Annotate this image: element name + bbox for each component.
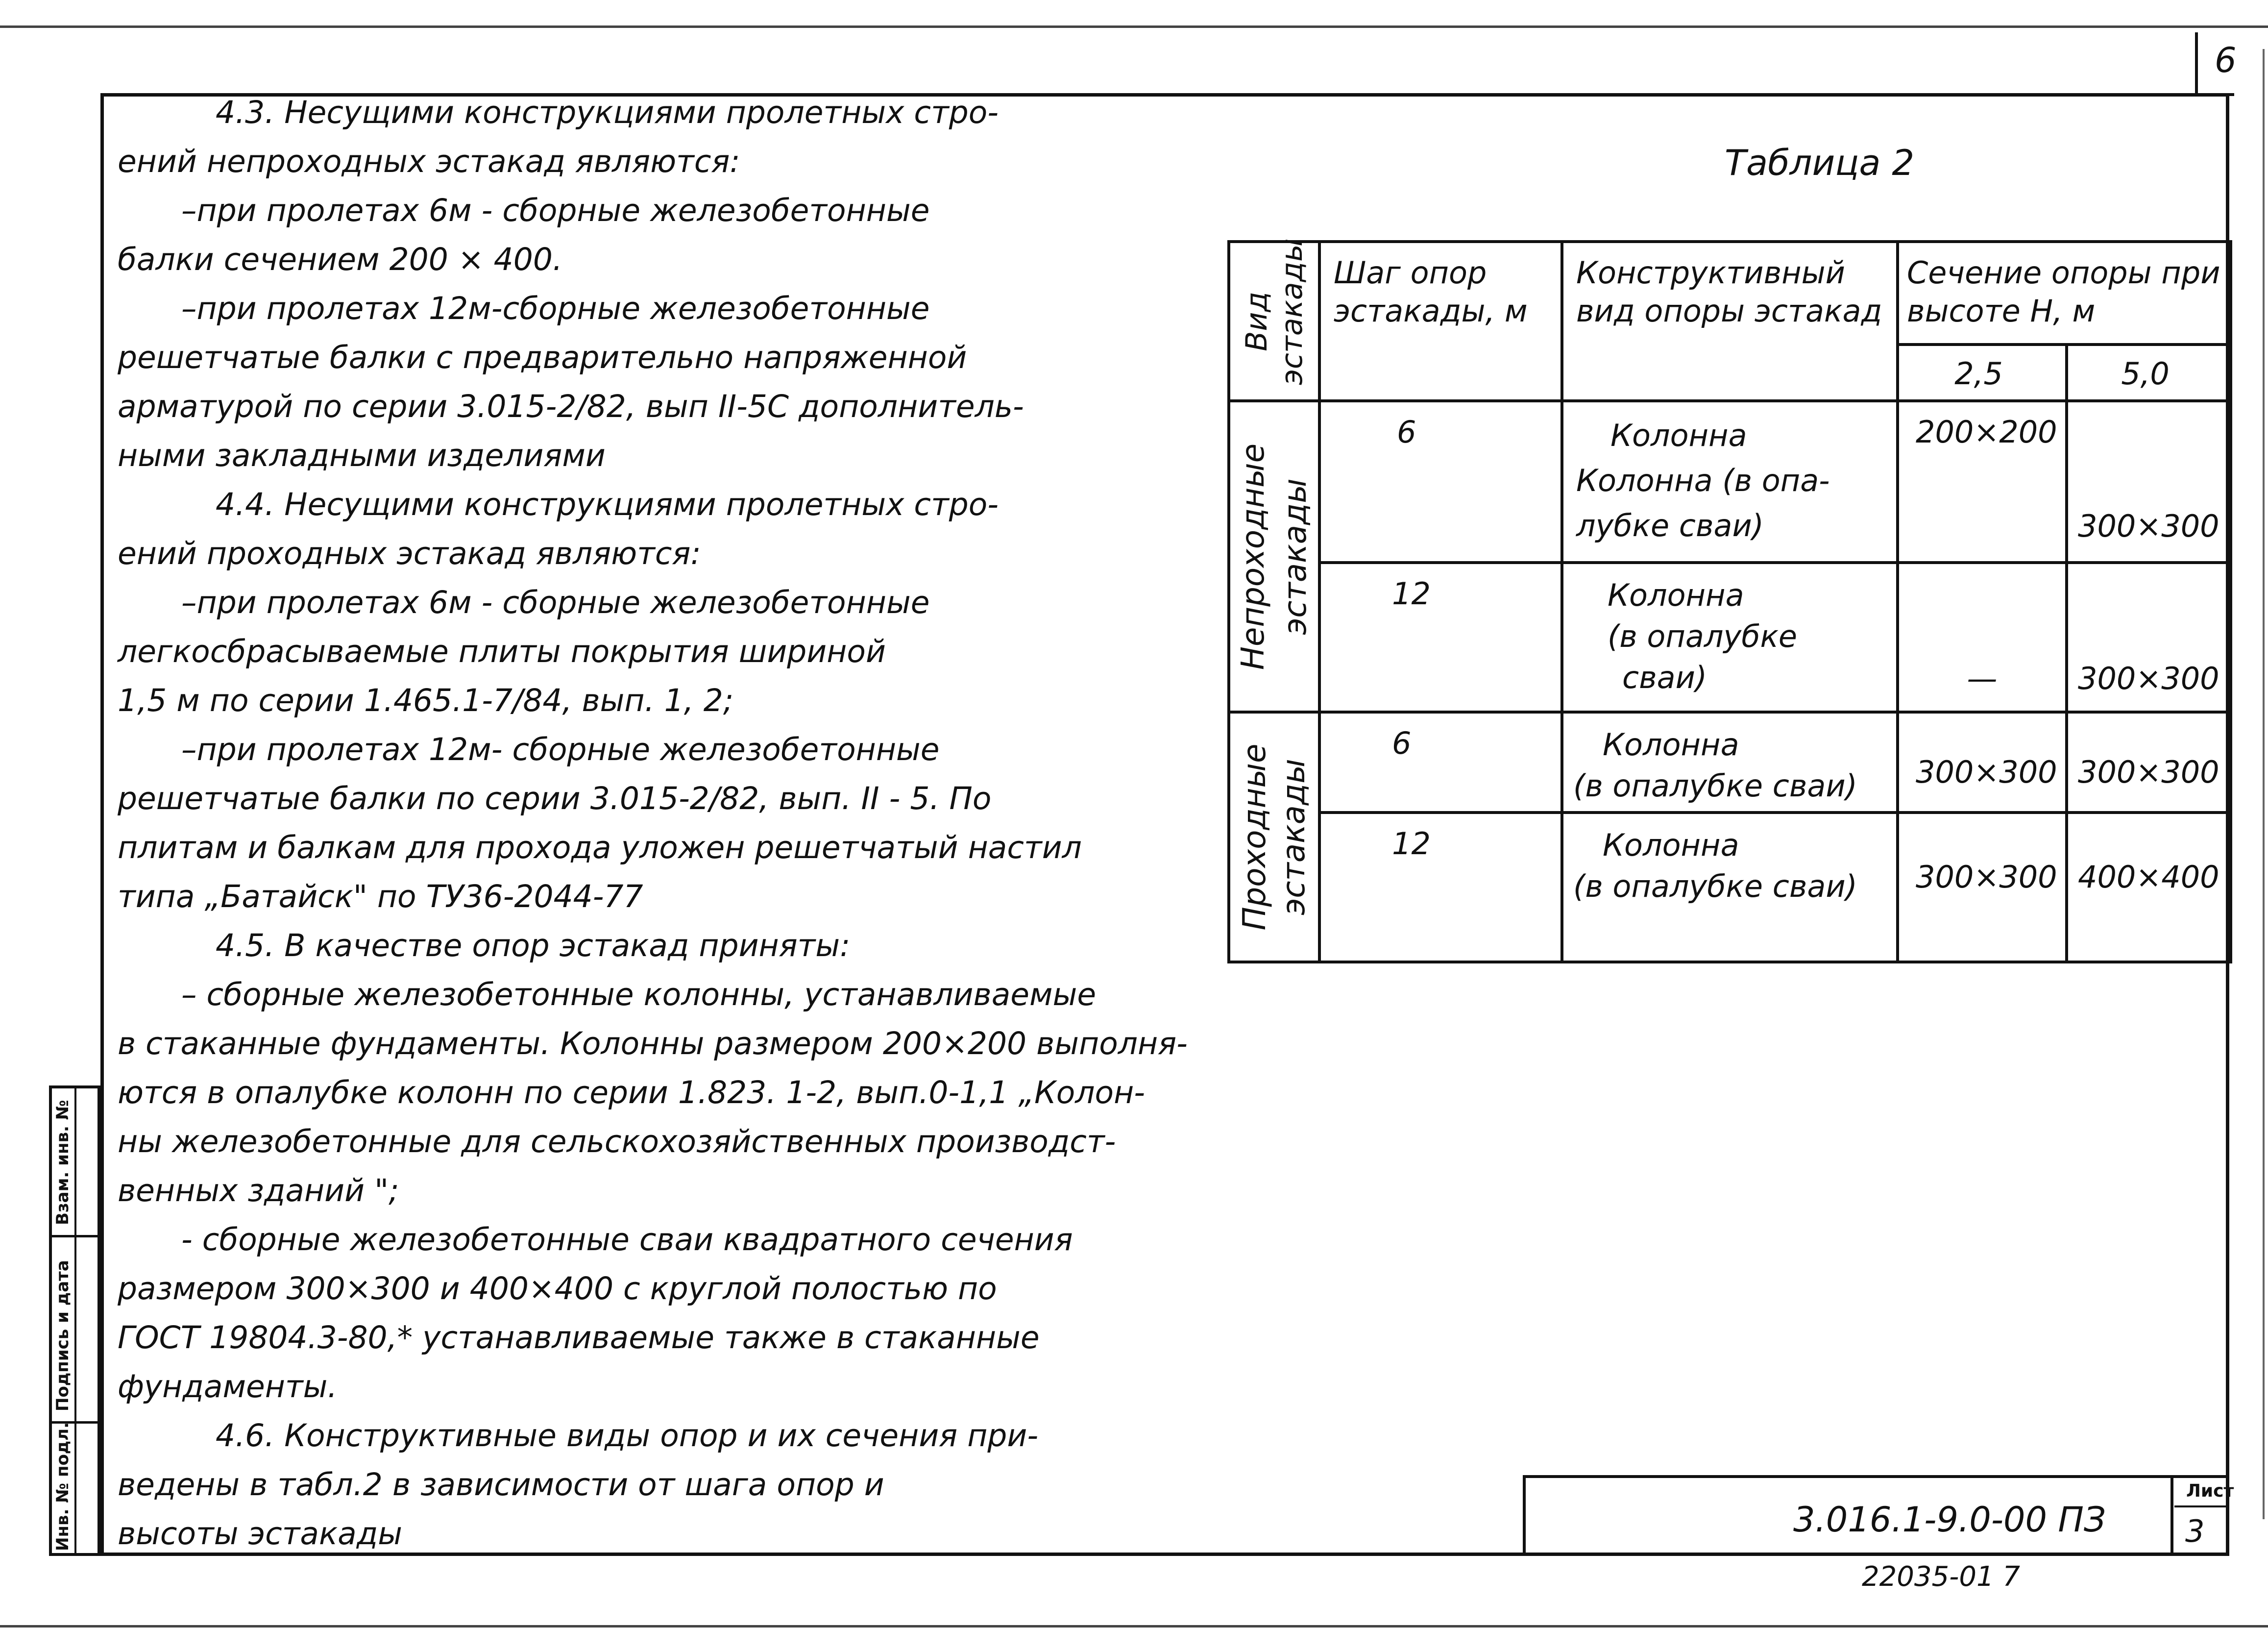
paragraph-line: решетчатые балки с предварительно напряженной <box>118 340 967 375</box>
paragraph-line: арматурой по серии 3.015-2/82, вып II-5С дополнитель- <box>118 389 1024 424</box>
paragraph-line: типа „Батайск" по ТУ36-2044-77 <box>118 879 643 914</box>
kind-cell: Колонна (в опалубке сваи) <box>1562 813 1898 962</box>
paragraph-line: в стаканные фундаменты. Колонны размером 200×200 выполня- <box>118 1026 1188 1061</box>
side-label-inv: Инв. № подл. <box>53 1422 73 1551</box>
paragraph-line: 4.5. В качестве опор эстакад приняты: <box>216 928 851 963</box>
sheet-label: Лист <box>2186 1481 2234 1501</box>
paragraph-line: ведены в табл.2 в зависимости от шага опор и <box>118 1467 884 1503</box>
paragraph-line: ений проходных эстакад являются: <box>118 536 701 571</box>
paragraph-line: 4.4. Несущими конструкциями пролетных стро- <box>216 487 999 522</box>
archive-number: 22035-01 7 <box>1862 1561 2021 1593</box>
paragraph-line: –при пролетах 12м-сборные железобетонные <box>181 291 930 326</box>
side-strip-divider <box>49 1235 100 1237</box>
sheet-box-divider <box>2174 1505 2229 1507</box>
explanatory-text <box>118 88 1188 1558</box>
h50-cell: 400×400 <box>2067 813 2231 962</box>
h25-cell: 200×200 <box>1898 401 2067 563</box>
step-cell: 6 <box>1319 401 1562 563</box>
paragraph-line: ются в опалубке колонн по серии 1.823. 1-2, вып.0-1,1 „Колон- <box>118 1075 1146 1110</box>
step-cell: 6 <box>1319 712 1562 813</box>
paragraph-line: –при пролетах 6м - сборные железобетонные <box>181 585 930 620</box>
bottom-border-line <box>0 1625 2268 1627</box>
paragraph-line: - сборные железобетонные сваи квадратного сечения <box>181 1222 1073 1257</box>
paragraph-line: фундаменты. <box>118 1369 338 1405</box>
page-number: 6 <box>2215 40 2237 80</box>
header-h25: 2,5 <box>1898 345 2067 401</box>
kind-cell: Колонна Колонна (в опа- лубке сваи) <box>1562 401 1898 563</box>
right-edge-rule <box>2263 49 2265 1519</box>
paragraph-line: – сборные железобетонные колонны, устанавливаемые <box>181 977 1097 1012</box>
header-section: Сечение опоры при высоте Н, м <box>1898 242 2231 345</box>
group-type-cell: Непроходные эстакады <box>1229 401 1319 712</box>
header-step: Шаг опор эстакады, м <box>1319 242 1562 401</box>
supports-table <box>1227 240 2232 963</box>
step-cell: 12 <box>1319 563 1562 712</box>
header-h50: 5,0 <box>2067 345 2231 401</box>
paragraph-line: ГОСТ 19804.3-80,* устанавливаемые также в стаканные <box>118 1320 1040 1356</box>
document-code: 3.016.1-9.0-00 ПЗ <box>1793 1500 2106 1540</box>
paragraph-line: ений непроходных эстакад являются: <box>118 144 740 179</box>
paragraph-line: ными закладными изделиями <box>118 438 606 473</box>
top-border-line <box>0 25 2268 28</box>
paragraph-line: –при пролетах 12м- сборные железобетонные <box>181 732 940 767</box>
paragraph-line: –при пролетах 6м - сборные железобетонные <box>181 193 930 228</box>
step-cell: 12 <box>1319 813 1562 962</box>
side-label-sign: Подпись и дата <box>53 1260 73 1411</box>
h50-cell: 300×300 <box>2067 563 2231 712</box>
paragraph-line: легкосбрасываемые плиты покрытия шириной <box>118 634 886 669</box>
h25-cell: 300×300 <box>1898 813 2067 962</box>
side-strip-divider <box>74 1085 76 1556</box>
header-type: Вид эстакады <box>1229 242 1319 401</box>
paragraph-line: ны железобетонные для сельскохозяйственных производст- <box>118 1124 1116 1159</box>
paragraph-line: 4.6. Конструктивные виды опор и их сечения при- <box>216 1418 1039 1454</box>
paragraph-line: решетчатые балки по серии 3.015-2/82, вып. II - 5. По <box>118 781 992 816</box>
paragraph-line: венных зданий "; <box>118 1173 399 1208</box>
table-caption: Таблица 2 <box>1725 142 1915 183</box>
sheet-number: 3 <box>2185 1513 2205 1549</box>
h50-cell: 300×300 <box>2067 401 2231 563</box>
side-label-replace: Взам. инв. № <box>53 1100 73 1225</box>
paragraph-line: балки сечением 200 × 400. <box>118 242 562 277</box>
header-kind: Конструктивный вид опоры эстакад <box>1562 242 1898 401</box>
paragraph-line: размером 300×300 и 400×400 с круглой полостью по <box>118 1271 997 1307</box>
kind-cell: Колонна (в опалубке сваи) <box>1562 563 1898 712</box>
paragraph-line: 1,5 м по серии 1.465.1-7/84, вып. 1, 2; <box>118 683 734 718</box>
paragraph-line: 4.3. Несущими конструкциями пролетных стро- <box>216 95 999 130</box>
kind-cell: Колонна (в опалубке сваи) <box>1562 712 1898 813</box>
paragraph-line: плитам и балкам для прохода уложен решетчатый настил <box>118 830 1082 865</box>
h50-cell: 300×300 <box>2067 712 2231 813</box>
h25-cell: 300×300 <box>1898 712 2067 813</box>
paragraph-line: высоты эстакады <box>118 1516 402 1552</box>
group-type-cell: Проходные эстакады <box>1229 712 1319 962</box>
h25-cell: — <box>1898 563 2067 712</box>
